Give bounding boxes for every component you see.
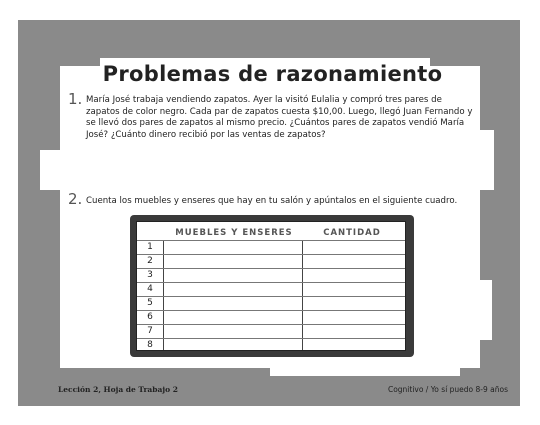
footer-lesson: Lección 2, Hoja de Trabajo 2	[58, 385, 178, 394]
question-2-text: Cuenta los muebles y enseres que hay en tu salón y apúntalos en el siguiente cuadro.	[86, 196, 458, 206]
paper-piece-right-lower	[470, 280, 492, 340]
table-row[interactable]	[137, 338, 405, 350]
question-1-text: María José trabaja vendiendo zapatos. Ayer la visitó Eulalia y compró tres pares de zapatos de color negro. Cada par de zapatos cuesta $10,00. Luego, llegó Juan Fernando y se llevó dos pares de zapatos al mismo precio. ¿Cuántos pares de zapatos vendió María José? ¿Cuánto dinero recibió por las ventas de zapatos?	[86, 95, 473, 140]
furniture-table-frame	[130, 215, 414, 357]
row-number: 6	[147, 312, 153, 322]
question-2-number: 2.	[68, 190, 83, 208]
row-number: 5	[147, 298, 153, 308]
table-row[interactable]	[137, 268, 405, 283]
paper-piece-left	[40, 150, 70, 190]
question-1-number: 1.	[68, 90, 83, 108]
table-row[interactable]	[137, 254, 405, 269]
furniture-table	[136, 221, 406, 351]
table-header-furniture: MUEBLES Y ENSERES	[175, 228, 293, 238]
paper-piece-bottom	[270, 362, 460, 376]
footer-category: Cognitivo / Yo sí puedo 8-9 años	[387, 385, 508, 394]
table-row[interactable]	[137, 296, 405, 311]
table-header-quantity: CANTIDAD	[323, 228, 381, 238]
table-row[interactable]	[137, 310, 405, 325]
row-number: 1	[147, 242, 153, 252]
table-row[interactable]	[137, 324, 405, 339]
table-row[interactable]	[137, 282, 405, 297]
row-number: 7	[147, 326, 153, 336]
row-number: 3	[147, 270, 153, 280]
table-row[interactable]	[137, 240, 405, 255]
row-number: 2	[147, 256, 153, 266]
page-title: Problemas de razonamiento	[102, 62, 443, 86]
row-number: 8	[147, 340, 153, 350]
row-number: 4	[147, 284, 153, 294]
